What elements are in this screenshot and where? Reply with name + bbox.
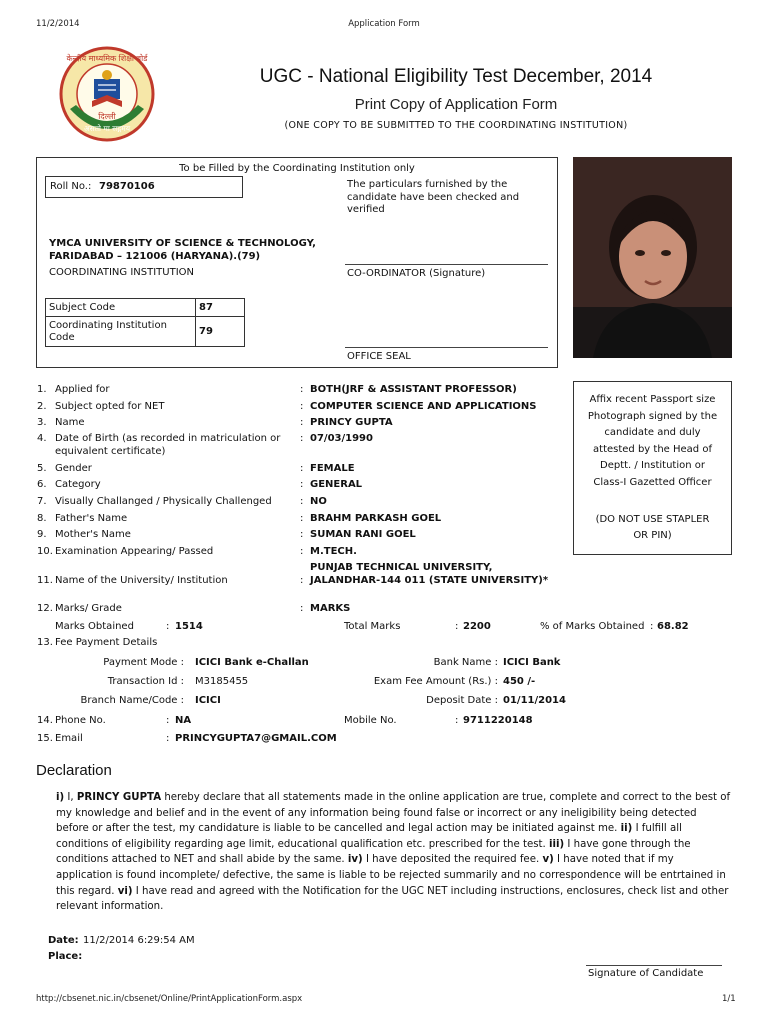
field-colon: : <box>300 479 304 490</box>
decl-v-text: I have noted that if my application is found incomplete/ defective, the same is liable to be rejected summarily and no correspondence will be entrtained in this regard. <box>56 854 726 897</box>
field-label: Subject opted for NET <box>55 401 165 412</box>
sub-title: Print Copy of Application Form <box>354 96 558 113</box>
fee-heading: Fee Payment Details <box>55 637 158 648</box>
roll-label: Roll No.: <box>50 181 92 192</box>
field-number: 3. <box>37 417 47 428</box>
marks-obtained-label: Marks Obtained <box>55 621 134 632</box>
field-value: PRINCY GUPTA <box>310 417 393 428</box>
decl-i-pre: I, <box>67 792 74 803</box>
phone-label: Phone No. <box>55 715 106 726</box>
decl-marker-v: v) <box>542 854 554 866</box>
decl-marker-vi: vi) <box>117 885 133 897</box>
email-label: Email <box>55 733 83 744</box>
field-number: 12. <box>37 603 53 614</box>
transaction-label: Transaction Id : <box>107 676 184 687</box>
total-marks-value: 2200 <box>463 621 491 632</box>
marks-obtained-value: 1514 <box>175 621 203 632</box>
field-label: Date of Birth (as recorded in matriculation or equivalent certificate) <box>55 433 281 457</box>
field-number: 1. <box>37 384 47 395</box>
decl-ii-text: I fulfill all conditions of eligibility regarding age limit, educational qualification etc. prescribed for the test. <box>56 823 682 850</box>
date-value: 11/2/2014 6:29:54 AM <box>83 935 195 946</box>
phone-num: 14. <box>37 715 53 726</box>
main-title: UGC - National Eligibility Test December, 2014 <box>259 66 653 87</box>
decl-marker-i: i) <box>56 792 65 803</box>
field-number: 5. <box>37 463 47 474</box>
phone-value: NA <box>175 715 192 726</box>
coordinator-label: CO-ORDINATOR (Signature) <box>347 268 486 279</box>
field-value: MARKS <box>310 603 351 614</box>
field-label: Gender <box>55 463 92 474</box>
amount-value: 450 /- <box>503 676 536 687</box>
print-date: 11/2/2014 <box>36 19 80 29</box>
email-value: PRINCYGUPTA7@GMAIL.COM <box>175 733 337 744</box>
coordinator-signature-line <box>345 264 548 265</box>
candidate-photo <box>573 157 732 358</box>
field-colon: : <box>300 433 304 444</box>
browser-page-title: Application Form <box>348 19 420 29</box>
decl-iii-text: I have gone through the conditions attached to NET and shall abide by the same. <box>56 838 691 866</box>
percent-marks-value: 68.82 <box>657 621 689 632</box>
place-label: Place: <box>48 951 83 962</box>
institution-line-1: YMCA UNIVERSITY OF SCIENCE & TECHNOLOGY, <box>49 238 316 249</box>
field-label: Name <box>55 417 85 428</box>
logo-text-top: केन्द्रीय माध्यमिक शिक्षा बोर्ड <box>66 54 148 63</box>
field-number: 7. <box>37 496 47 507</box>
signature-label: Signature of Candidate <box>588 968 704 979</box>
roll-value: 79870106 <box>99 181 155 192</box>
decl-marker-ii: ii) <box>620 823 633 835</box>
bank-name-value: ICICI Bank <box>503 657 561 668</box>
payment-mode-value: ICICI Bank e-Challan <box>195 657 309 668</box>
field-colon: : <box>300 546 304 557</box>
field-label: Category <box>55 479 101 490</box>
mobile-label: Mobile No. <box>344 715 397 726</box>
declaration-heading: Declaration <box>36 762 112 779</box>
logo-motto: असतो मा सद्गमय <box>83 124 131 133</box>
affix-note: (DO NOT USE STAPLER OR PIN) <box>595 513 710 542</box>
percent-marks-label: % of Marks Obtained <box>540 621 645 632</box>
field-value: FEMALE <box>310 463 355 474</box>
field-number: 10. <box>37 546 53 557</box>
affix-instructions: Affix recent Passport size Photograph signed by the candidate and duly attested by the Head of Deptt. / Institution or Class-I Gazetted Officer <box>587 394 718 488</box>
field-number: 9. <box>37 529 47 540</box>
fee-num: 13. <box>37 637 53 648</box>
field-number: 8. <box>37 513 47 524</box>
field-value: PUNJAB TECHNICAL UNIVERSITY, JALANDHAR-144 011 (STATE UNIVERSITY)* <box>310 562 549 586</box>
field-label: Applied for <box>55 384 110 395</box>
field-value: 07/03/1990 <box>310 433 373 444</box>
field-colon: : <box>300 384 304 395</box>
field-label: Examination Appearing/ Passed <box>55 546 214 557</box>
field-colon: : <box>300 417 304 428</box>
declaration-text <box>56 790 732 915</box>
transaction-value: M3185455 <box>195 676 249 687</box>
branch-label: Branch Name/Code : <box>80 695 184 706</box>
field-colon: : <box>300 529 304 540</box>
subject-code-label: Subject Code <box>46 299 196 317</box>
field-label: Father's Name <box>55 513 128 524</box>
field-value: M.TECH. <box>310 546 357 557</box>
institution-line-2: FARIDABAD – 121006 (HARYANA).(79) <box>49 251 261 262</box>
office-seal-line <box>345 347 548 348</box>
inst-code-label: Coordinating Institution Code <box>46 317 196 347</box>
decl-i-text: hereby declare that all statements made in the online application are true, complete and correct to the best of my knowledge and belief and in the event of any information being found false or incorrect or any ineligibility being detected before or after the test, my candidature is liable to be cancelled and legal action may be initiated against me. <box>56 792 731 835</box>
decl-marker-iii: iii) <box>549 838 565 850</box>
office-seal-label: OFFICE SEAL <box>347 351 411 362</box>
logo-text-mid: दिल्ली <box>98 112 116 121</box>
branch-value: ICICI <box>195 695 221 706</box>
decl-candidate-name: PRINCY GUPTA <box>76 792 162 803</box>
codes-table <box>45 298 245 347</box>
inst-code-row <box>46 317 245 347</box>
amount-label: Exam Fee Amount (Rs.) : <box>373 676 498 687</box>
field-number: 2. <box>37 401 47 412</box>
decl-marker-iv: iv) <box>347 854 363 866</box>
subject-code-row <box>46 299 245 317</box>
particulars-text: The particulars furnished by the candidate have been checked and verified <box>347 179 520 215</box>
field-label: Visually Challanged / Physically Challenged <box>55 496 272 507</box>
decl-iv-text: I have deposited the required fee. <box>365 854 540 866</box>
field-value: BOTH(JRF & ASSISTANT PROFESSOR) <box>310 384 517 395</box>
footer-url[interactable]: http://cbsenet.nic.in/cbsenet/Online/PrintApplicationForm.aspx <box>36 994 303 1004</box>
field-label: Marks/ Grade <box>55 603 122 614</box>
subject-code-value: 87 <box>196 299 245 317</box>
field-colon: : <box>300 603 304 614</box>
affix-photo-box <box>573 381 732 555</box>
field-value: COMPUTER SCIENCE AND APPLICATIONS <box>310 401 537 412</box>
field-label: Mother's Name <box>55 529 131 540</box>
footer-page-number: 1/1 <box>722 994 736 1004</box>
total-marks-label: Total Marks <box>344 621 401 632</box>
email-num: 15. <box>37 733 53 744</box>
bank-name-label: Bank Name : <box>433 657 498 668</box>
field-colon: : <box>300 575 304 586</box>
field-colon: : <box>300 513 304 524</box>
decl-vi-text: I have read and agreed with the Notification for the UGC NET including instructions, enclosures, check list and other relevant information. <box>56 885 729 913</box>
field-value: BRAHM PARKASH GOEL <box>310 513 442 524</box>
candidate-signature-line <box>586 965 722 966</box>
inst-code-value: 79 <box>196 317 245 347</box>
field-value: SUMAN RANI GOEL <box>310 529 416 540</box>
submission-note: (ONE COPY TO BE SUBMITTED TO THE COORDINATING INSTITUTION) <box>284 120 628 131</box>
field-value: NO <box>310 496 327 507</box>
payment-mode-label: Payment Mode : <box>103 657 184 668</box>
institution-label: COORDINATING INSTITUTION <box>49 267 195 278</box>
field-value: GENERAL <box>310 479 363 490</box>
coordinating-heading: To be Filled by the Coordinating Institution only <box>179 163 415 174</box>
field-colon: : <box>300 463 304 474</box>
field-colon: : <box>300 496 304 507</box>
field-number: 4. <box>37 433 47 444</box>
field-number: 11. <box>37 575 53 586</box>
mobile-value: 9711220148 <box>463 715 533 726</box>
date-label: Date: <box>48 935 79 946</box>
deposit-label: Deposit Date : <box>426 695 498 706</box>
field-number: 6. <box>37 479 47 490</box>
field-colon: : <box>300 401 304 412</box>
deposit-value: 01/11/2014 <box>503 695 566 706</box>
field-label: Name of the University/ Institution <box>55 575 228 586</box>
